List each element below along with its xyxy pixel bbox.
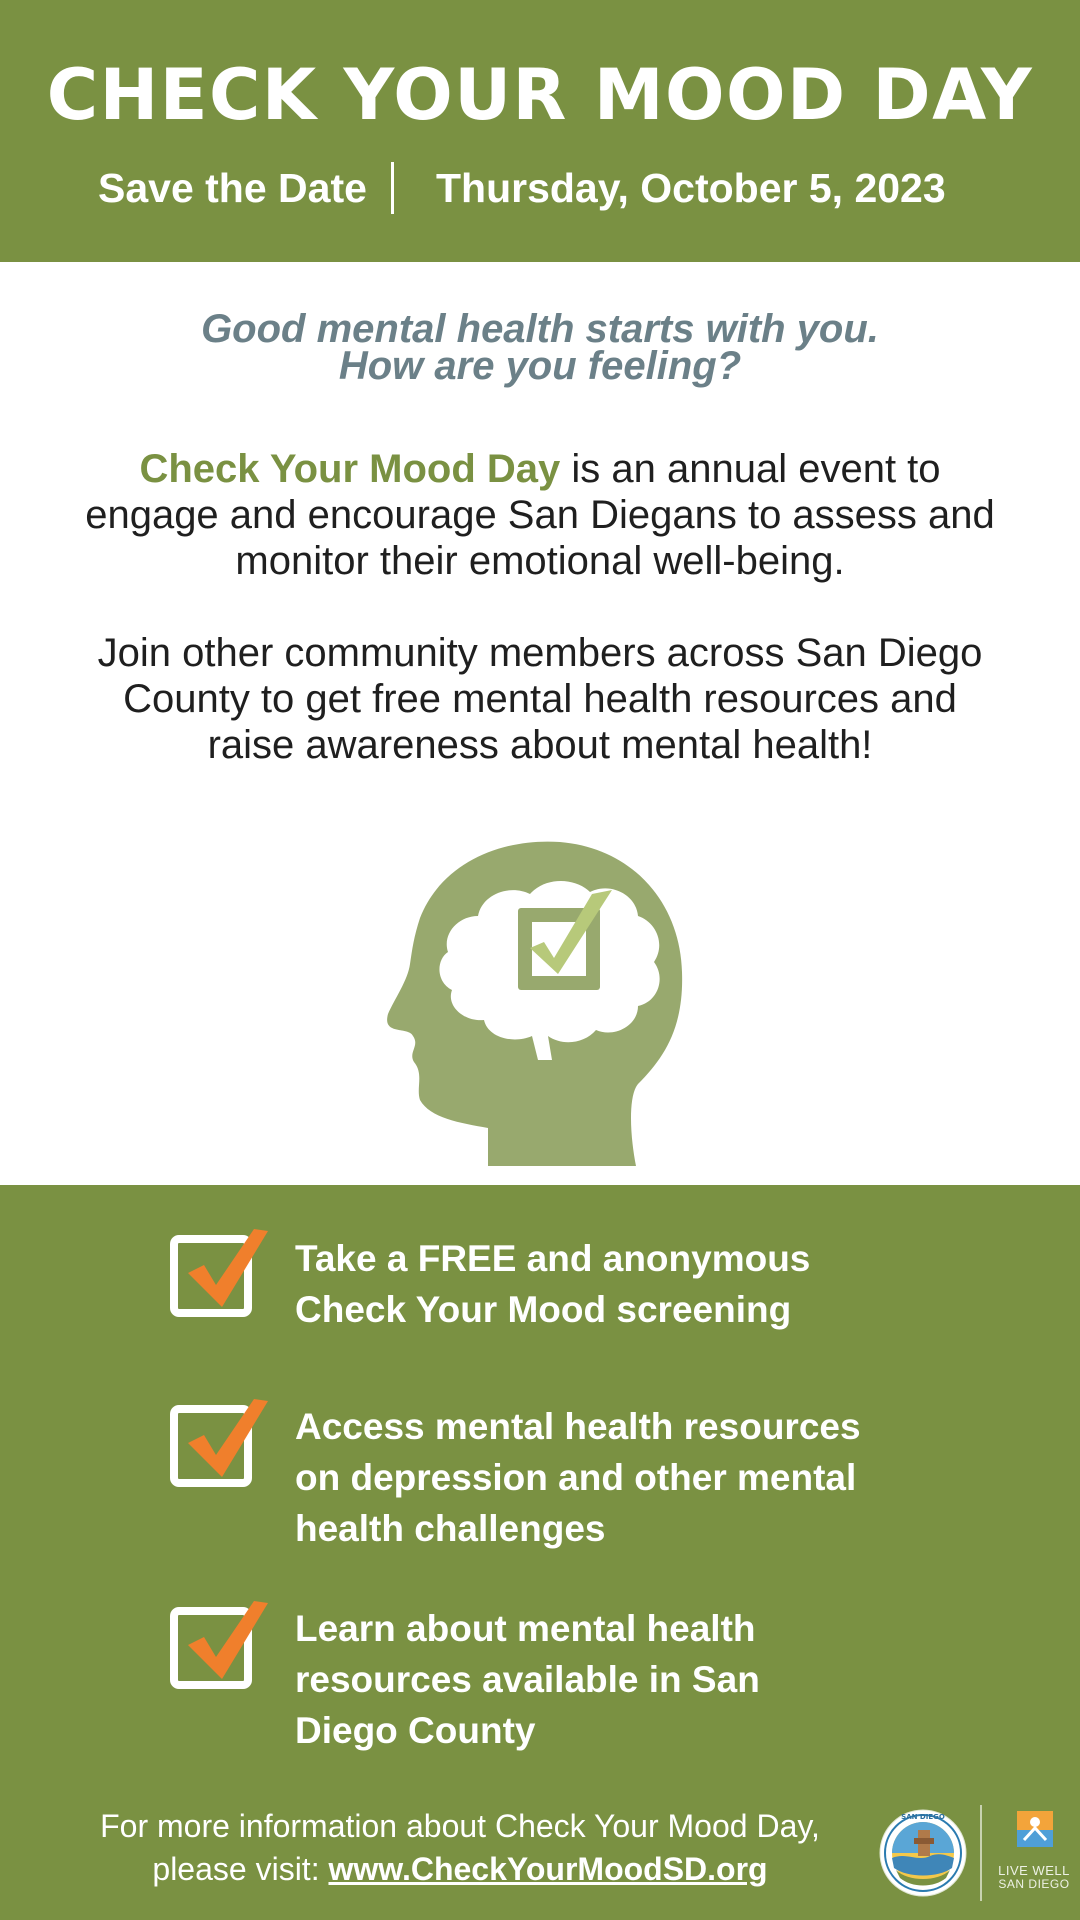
footer-line-1: For more information about Check Your Mood Day,: [100, 1808, 820, 1844]
checkbox-checked-icon: [170, 1597, 270, 1693]
footer-info: [40, 1805, 880, 1891]
benefit-text: Access mental health resources on depression and other mental health challenges: [295, 1406, 861, 1549]
benefit-text: Take a FREE and anonymous Check Your Mood screening: [295, 1238, 811, 1330]
checkbox-checked-icon: [170, 1395, 270, 1491]
svg-text:SAN DIEGO: SAN DIEGO: [901, 1813, 945, 1821]
footer-line-2: please visit: www.CheckYourMoodSD.org: [152, 1851, 768, 1887]
page-title: CHECK YOUR MOOD DAY: [46, 54, 1034, 136]
live-well-mark-icon: [1016, 1810, 1054, 1848]
tagline: [0, 307, 1080, 388]
header-banner: [0, 0, 1080, 262]
tagline-line-2: How are you feeling?: [338, 344, 742, 388]
live-well-line-2: SAN DIEGO: [998, 1877, 1070, 1891]
benefit-text: Learn about mental health resources available in San Diego County: [295, 1608, 760, 1751]
event-date: Thursday, October 5, 2023: [436, 165, 946, 211]
checkbox-checked-icon: [170, 1225, 270, 1321]
logo-divider: [980, 1805, 982, 1901]
website-link[interactable]: www.CheckYourMoodSD.org: [328, 1851, 768, 1887]
intro-text: is an annual event to engage and encourage San Diegans to assess and monitor their emotional well-being.: [85, 447, 995, 583]
tagline-line-1: Good mental health starts with you.: [201, 307, 879, 351]
join-paragraph: Join other community members across San Diego County to get free mental health resources and raise awareness about mental health!: [97, 631, 983, 767]
event-name-highlight: Check Your Mood Day: [139, 447, 561, 491]
live-well-san-diego-logo: [994, 1810, 1074, 1900]
head-brain-checkbox-icon: [380, 840, 700, 1175]
live-well-line-1: LIVE WELL: [998, 1863, 1070, 1878]
date-divider: [391, 162, 394, 214]
save-the-date-label: Save the Date: [98, 165, 367, 211]
county-of-san-diego-seal: [878, 1808, 968, 1898]
date-row: [0, 160, 1080, 216]
intro-paragraph: [80, 446, 1000, 584]
